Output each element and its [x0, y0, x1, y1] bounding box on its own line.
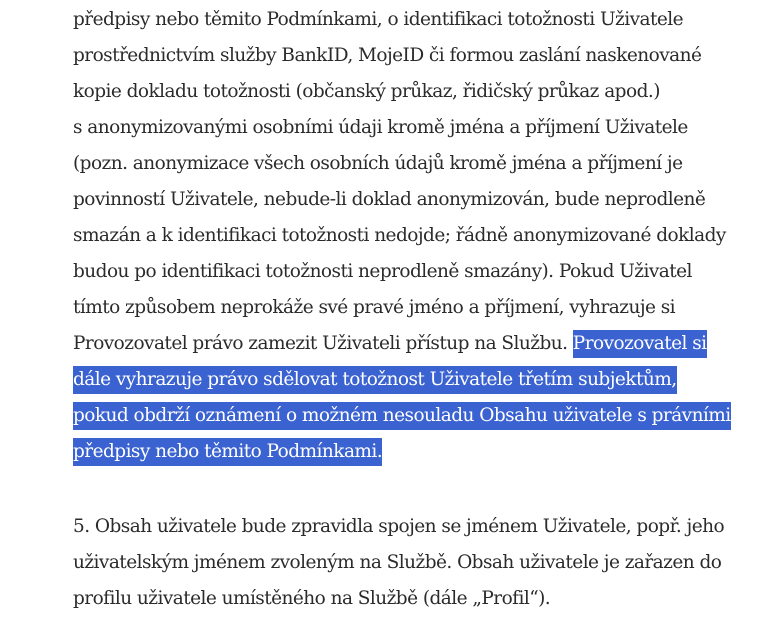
text-line: předpisy nebo těmito Podmínkami, o identifikaci totožnosti Uživatele — [73, 9, 684, 30]
text-line: kopie dokladu totožnosti (občanský průkaz, řidičský průkaz apod.) — [73, 81, 660, 102]
selected-text[interactable]: dále vyhrazuje právo sdělovat totožnost Uživatele třetím subjektům, — [73, 366, 677, 394]
selected-text[interactable]: předpisy nebo těmito Podmínkami. — [73, 438, 382, 466]
text-line-plain: Provozovatel právo zamezit Uživateli přístup na Službu. — [73, 333, 573, 354]
text-line: smazán a k identifikaci totožnosti nedojde; řádně anonymizované doklady — [73, 225, 726, 246]
text-line: povinností Uživatele, nebude-li doklad anonymizován, bude neprodleně — [73, 189, 706, 210]
text-line: (pozn. anonymizace všech osobních údajů kromě jména a příjmení je — [73, 153, 683, 174]
text-line — [73, 362, 763, 398]
text-line: 5. Obsah uživatele bude zpravidla spojen se jménem Uživatele, popř. jeho — [73, 516, 725, 537]
selected-text[interactable]: pokud obdrží oznámení o možném nesouladu Obsahu uživatele s právními — [73, 402, 731, 430]
text-line: s anonymizovanými osobními údaji kromě jména a příjmení Uživatele — [73, 117, 688, 138]
text-line: prostřednictvím služby BankID, MojeID či formou zaslání naskenované — [73, 45, 702, 66]
terms-paragraph[interactable] — [73, 2, 763, 470]
terms-paragraph-5[interactable] — [73, 509, 763, 617]
text-line: budou po identifikaci totožnosti neprodleně smazány). Pokud Uživatel — [73, 261, 692, 282]
text-line: uživatelským jménem zvoleným na Službě. Obsah uživatele je zařazen do — [73, 552, 722, 573]
text-line — [73, 326, 763, 362]
text-line — [73, 434, 763, 470]
text-line — [73, 398, 763, 434]
selected-text[interactable]: Provozovatel si — [573, 330, 707, 358]
text-line: tímto způsobem neprokáže své pravé jméno a příjmení, vyhrazuje si — [73, 297, 676, 318]
text-line: profilu uživatele umístěného na Službě (dále „Profil“). — [73, 588, 551, 609]
